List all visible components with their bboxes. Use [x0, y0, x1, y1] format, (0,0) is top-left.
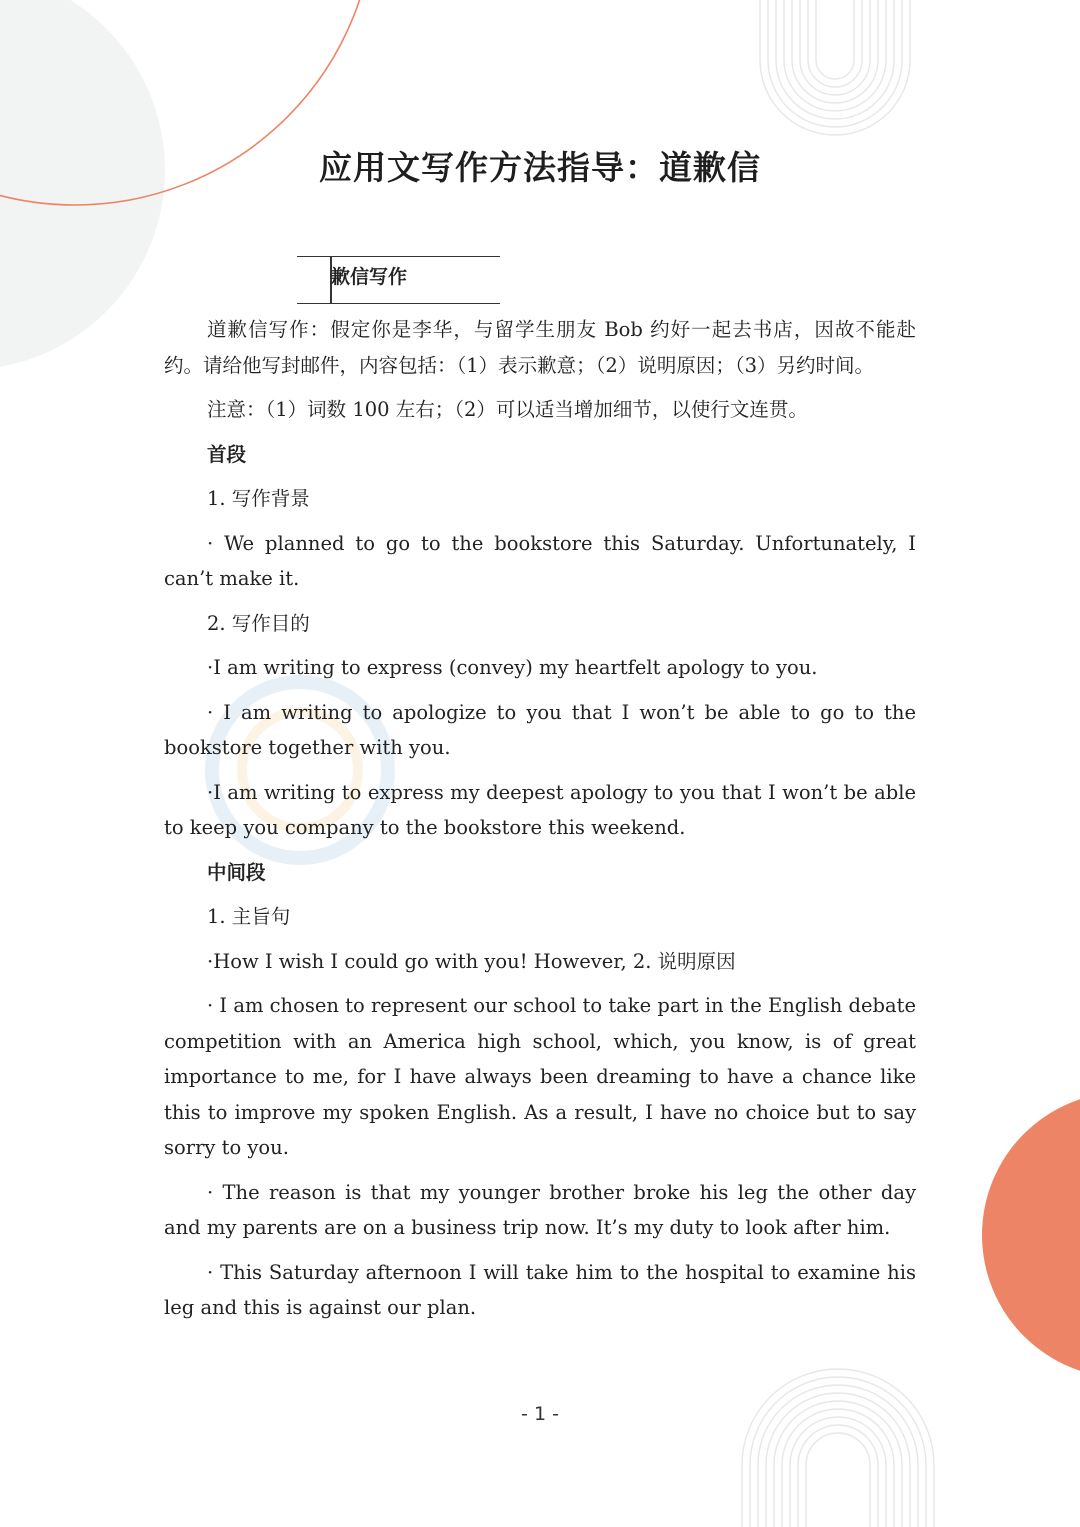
example-sentence: ·How I wish I could go with you! However, 2. 说明原因 — [207, 949, 736, 973]
section-heading-box — [297, 256, 500, 304]
section-heading-label: 歉信写作 — [331, 266, 408, 288]
example-sentence: · We planned to go to the bookstore this Saturday. Unfortunately, I can’t make it. — [164, 531, 916, 590]
paragraph-note: 注意：（1）词数 100 左右；（2）可以适当增加细节，以使行文连贯。 — [207, 398, 808, 421]
example-sentence: ·I am writing to express (convey) my heartfelt apology to you. — [207, 656, 818, 679]
example-sentence: · I am writing to apologize to you that I won’t be able to go to the bookstore together with you. — [164, 700, 916, 759]
example-sentence: · I am chosen to represent our school to take part in the English debate competition with an America high school, which, you know, is of great importance to me, for I have always been dreaming to have a chance like this to improve my spoken English. As a result, I have no choice but to say sorry to you. — [164, 994, 916, 1159]
subheading-main-idea: 1. 主旨句 — [207, 905, 291, 928]
page-number: - 1 - — [521, 1403, 559, 1425]
example-sentence: ·I am writing to express my deepest apology to you that I won’t be able to keep you company to the bookstore this weekend. — [164, 780, 916, 839]
subheading-purpose: 2. 写作目的 — [207, 611, 310, 635]
decor-arches-top — [760, 0, 910, 135]
heading-first-paragraph: 首段 — [207, 442, 247, 466]
example-sentence: · The reason is that my younger brother broke his leg the other day and my parents are on a business trip now. It’s my duty to look after him. — [164, 1180, 916, 1239]
document-body — [164, 312, 916, 1335]
decor-coral-circle — [982, 1092, 1080, 1378]
decor-arches-bottom — [742, 1369, 934, 1527]
heading-middle-paragraph: 中间段 — [207, 860, 266, 884]
subheading-background: 1. 写作背景 — [207, 487, 310, 510]
page-title: 应用文写作方法指导：道歉信 — [319, 148, 761, 187]
example-sentence: · This Saturday afternoon I will take him to the hospital to examine his leg and this is against our plan. — [164, 1260, 916, 1319]
paragraph-task: 道歉信写作：假定你是李华，与留学生朋友 Bob 约好一起去书店，因故不能赴约。请给他写封邮件，内容包括：（1）表示歉意；（2）说明原因；（3）另约时间。 — [164, 318, 916, 377]
